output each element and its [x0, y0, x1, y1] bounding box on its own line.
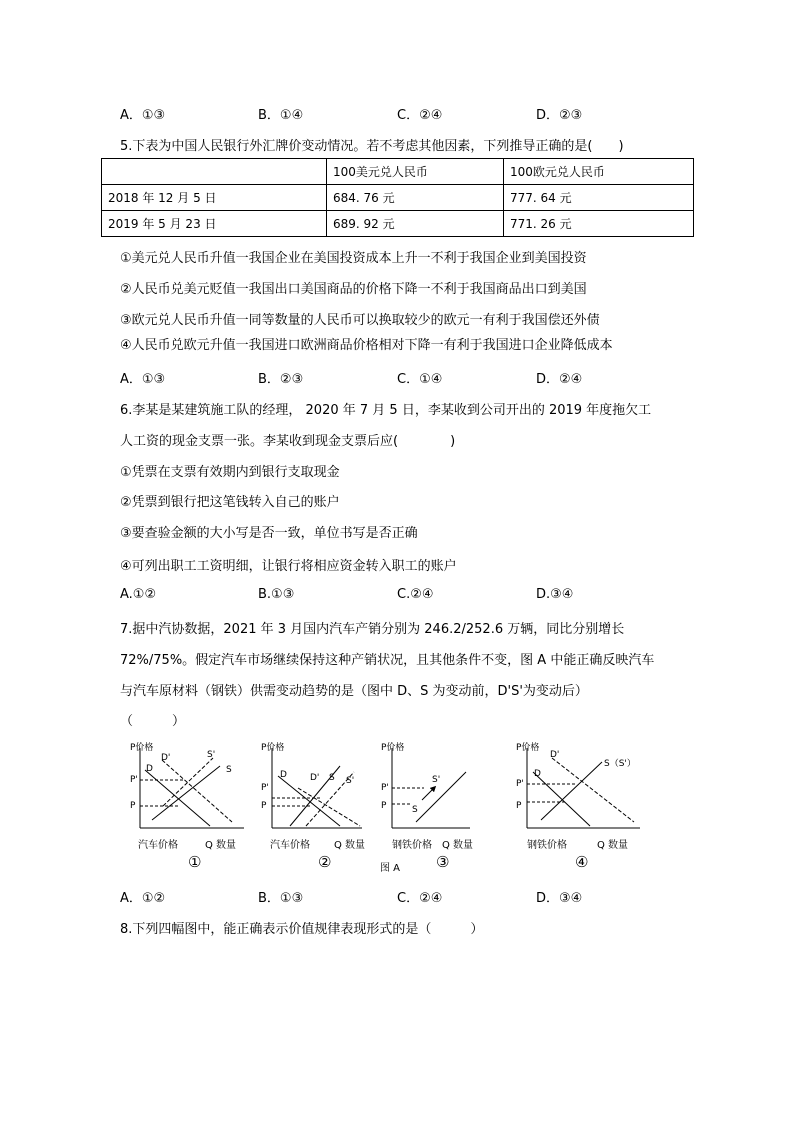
q7-stem-line-1: 7.据中汽协数据，2021 年 3 月国内汽车产销分别为 246.2/252.6 万辆，同比分别增长 — [120, 622, 625, 637]
q7-stem-line-2: 72%/75%。假定汽车市场继续保持这种产销状况，且其他条件不变，图 A 中能正确反映汽车 — [120, 653, 655, 668]
curve-label: D — [146, 764, 153, 774]
q5-option-a: A．①③ — [120, 372, 166, 387]
q5-option-b: B．②③ — [258, 372, 304, 387]
q4-option-a: A．①③ — [120, 108, 166, 123]
q8-stem: 8.下列四幅图中，能正确表示价值规律表现形式的是（ ） — [120, 922, 484, 937]
graph-number: ③ — [436, 853, 450, 871]
price-axis-label: P价格 — [261, 743, 285, 753]
curve-label: D — [534, 769, 541, 779]
table-cell: 684. 76 元 — [327, 185, 504, 211]
q5-statement-4: ④人民币兑欧元升值一我国进口欧洲商品价格相对下降一有利于我国进口企业降低成本 — [120, 338, 613, 353]
quantity-axis-label: Q 数量 — [334, 840, 366, 851]
q6-option-c: C.②④ — [397, 587, 434, 602]
price-axis-label: P价格 — [381, 743, 405, 753]
curve-label: D' — [310, 773, 320, 783]
q4-option-d: D．②③ — [536, 108, 583, 123]
x-axis-label: 钢铁价格 — [392, 840, 432, 851]
curve-label: D — [280, 770, 287, 780]
curve-label: S — [226, 765, 232, 775]
quantity-axis-label: Q 数量 — [442, 840, 474, 851]
x-axis-label: 汽车价格 — [270, 840, 310, 851]
curve-label: S' — [207, 750, 216, 760]
graph-1 — [130, 741, 244, 871]
q5-statement-2: ②人民币兑美元贬值一我国出口美国商品的价格下降一不利于我国商品出口到美国 — [120, 282, 587, 297]
q6-stem-line-1: 6.李某是某建筑施工队的经理， 2020 年 7 月 5 日，李某收到公司开出的 2019 年度拖欠工 — [120, 403, 652, 418]
price-axis-label: P价格 — [130, 743, 154, 753]
axis-mark-p-prime: P' — [261, 783, 269, 793]
axis-mark-p: P — [130, 801, 136, 811]
axis-mark-p: P — [381, 801, 387, 811]
curve-label: S' — [346, 776, 355, 786]
axis-mark-p: P — [261, 801, 267, 811]
q6-statement-1: ①凭票在支票有效期内到银行支取现金 — [120, 465, 340, 480]
q6-option-d: D.③④ — [536, 587, 574, 602]
price-axis-label: P价格 — [516, 743, 540, 753]
axis-mark-p: P — [516, 801, 522, 811]
q6-statement-4: ④可列出职工工资明细，让银行将相应资金转入职工的账户 — [120, 559, 457, 574]
q4-option-c: C．②④ — [397, 108, 443, 123]
curve-label: S — [412, 805, 418, 815]
axis-mark-p-prime: P' — [516, 779, 524, 789]
table-cell: 2018 年 12 月 5 日 — [102, 185, 327, 211]
table-header-cell: 100美元兑人民币 — [327, 159, 504, 185]
q5-option-c: C．①④ — [397, 372, 443, 387]
table-cell: 689. 92 元 — [327, 211, 504, 237]
graph-3 — [380, 741, 473, 874]
q7-stem-line-3: 与汽车原材料（钢铁）供需变动趋势的是（图中 D、S 为变动前，D'S'为变动后） — [120, 684, 588, 699]
table-cell: 2019 年 5 月 23 日 — [102, 211, 327, 237]
graph-number: ② — [318, 853, 332, 871]
curve-label: D' — [161, 753, 171, 763]
table-cell: 777. 64 元 — [504, 185, 694, 211]
q6-stem-line-2: 人工资的现金支票一张。李某收到现金支票后应( ) — [120, 434, 456, 449]
q5-option-d: D．②④ — [536, 372, 583, 387]
quantity-axis-label: Q 数量 — [205, 840, 237, 851]
q7-stem-line-4: （ ） — [120, 714, 186, 729]
table-cell: 771. 26 元 — [504, 211, 694, 237]
q4-option-b: B．①④ — [258, 108, 304, 123]
q6-option-a: A.①② — [120, 587, 157, 602]
figure-caption: 图 A — [380, 863, 401, 874]
quantity-axis-label: Q 数量 — [597, 840, 629, 851]
graph-2 — [261, 741, 365, 871]
q7-option-d: D．③④ — [536, 891, 583, 906]
x-axis-label: 汽车价格 — [138, 840, 178, 851]
graph-number: ④ — [575, 853, 589, 871]
curve-label: S — [329, 773, 335, 783]
q6-statement-2: ②凭票到银行把这笔钱转入自己的账户 — [120, 495, 340, 510]
q5-statement-1: ①美元兑人民币升值一我国企业在美国投资成本上升一不利于我国企业到美国投资 — [120, 251, 587, 266]
table-header-cell: 100欧元兑人民币 — [504, 159, 694, 185]
curve-label: D' — [550, 750, 560, 760]
q6-statement-3: ③要查验金额的大小写是否一致，单位书写是否正确 — [120, 526, 418, 541]
q7-option-c: C．②④ — [397, 891, 443, 906]
q7-option-b: B．①③ — [258, 891, 304, 906]
graph-number: ① — [188, 853, 202, 871]
curve-label: S（S'） — [604, 759, 636, 769]
q6-option-b: B.①③ — [258, 587, 295, 602]
axis-mark-p-prime: P' — [381, 783, 389, 793]
x-axis-label: 钢铁价格 — [527, 840, 567, 851]
graph-4 — [516, 741, 640, 871]
axis-mark-p-prime: P' — [130, 775, 138, 785]
q5-stem: 5.下表为中国人民银行外汇牌价变动情况。若不考虑其他因素，下列推导正确的是( ) — [120, 139, 624, 154]
q7-option-a: A．①② — [120, 891, 166, 906]
curve-label: S' — [432, 775, 441, 785]
q5-statement-3: ③欧元兑人民币升值一同等数量的人民币可以换取较少的欧元一有利于我国偿还外债 — [120, 313, 600, 328]
